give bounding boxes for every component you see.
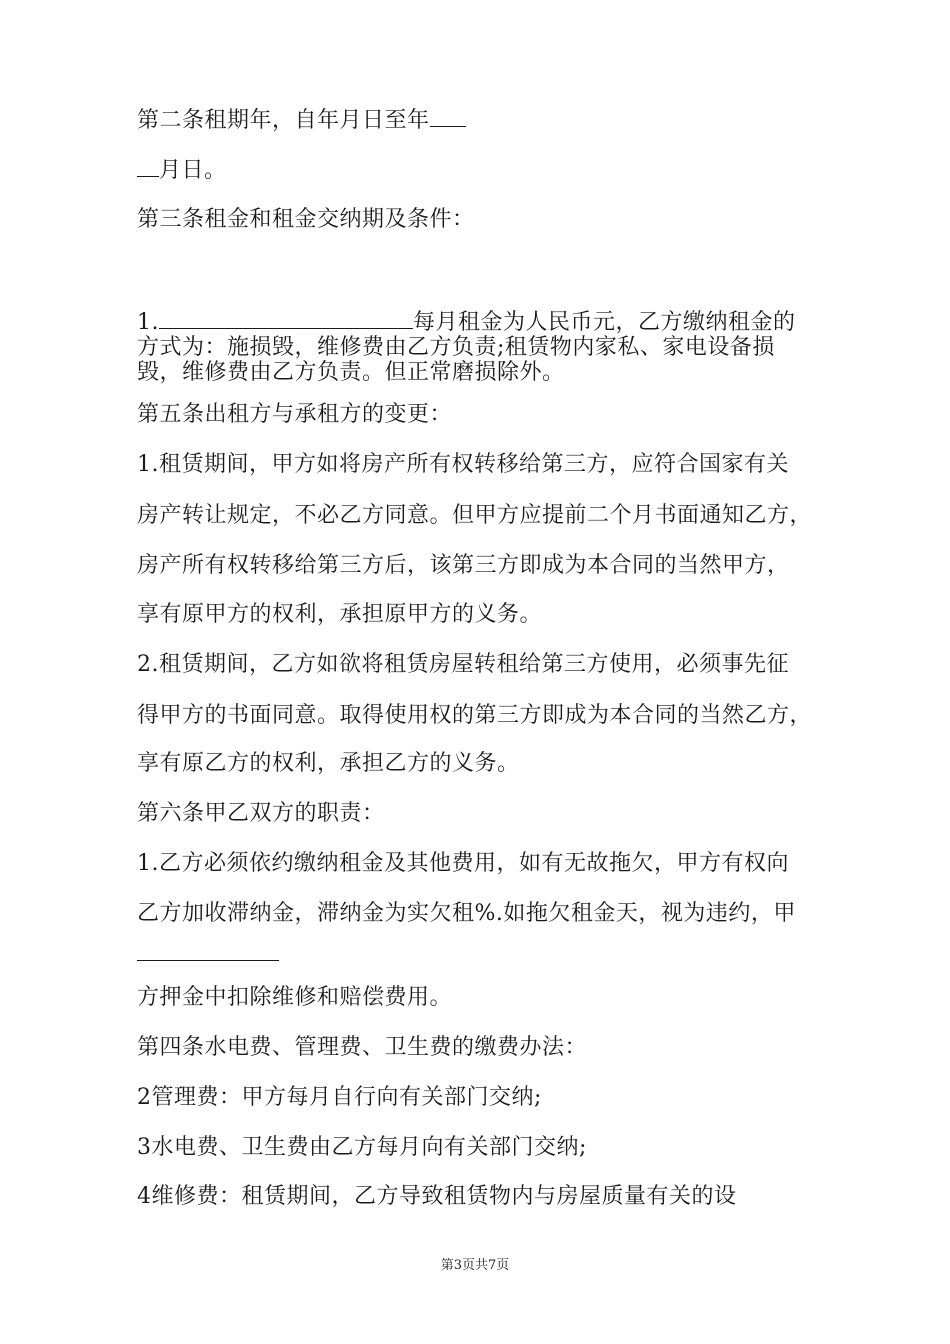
page-footer: 第3页共7页: [440, 1258, 510, 1273]
clause-5-heading: 第五条出租方与承租方的变更：: [137, 402, 453, 427]
continued-text-line: 方押金中扣除维修和赔偿费用。: [137, 985, 453, 1010]
clause-4-item-3: 3水电费、卫生费由乙方每月向有关部门交纳;: [137, 1135, 587, 1160]
clause-6-heading: 第六条甲乙双方的职责：: [137, 801, 385, 826]
clause-5-item-2-line-3: 享有原乙方的权利，承担乙方的义务。: [137, 751, 520, 776]
clause-3-item-1-line-2: 方式为：施损毁，维修费由乙方负责;租赁物内家私、家电设备损: [137, 335, 775, 360]
clause-2-term-line-2: 月日。: [137, 158, 227, 184]
clause-5-item-1-line-4: 享有原甲方的权利，承担原甲方的义务。: [137, 602, 543, 627]
clause-2-term-line-1: 第二条租期年，自年月日至年: [137, 108, 466, 134]
clause-4-heading: 第四条水电费、管理费、卫生费的缴费办法：: [137, 1035, 588, 1060]
clause-5-item-1-line-1: 1.租赁期间，甲方如将房产所有权转移给第三方，应符合国家有关: [137, 452, 789, 477]
clause-4-item-4: 4维修费：租赁期间，乙方导致租赁物内与房屋质量有关的设: [137, 1184, 737, 1209]
clause-6-item-1-line-2: 乙方加收滞纳金，滞纳金为实欠租%.如拖欠租金天，视为违约，甲: [137, 901, 796, 926]
clause-5-item-1-line-3: 房产所有权转移给第三方后，该第三方即成为本合同的当然甲方，: [137, 553, 790, 578]
fill-blank: [159, 310, 413, 329]
clause-6-item-1-line-1: 1.乙方必须依约缴纳租金及其他费用，如有无故拖欠，甲方有权向: [137, 851, 789, 876]
clause-5-item-1-line-2: 房产转让规定，不必乙方同意。但甲方应提前二个月书面通知乙方，: [137, 503, 813, 528]
clause-3-item-1-line-3: 毁，维修费由乙方负责。但正常磨损除外。: [137, 360, 565, 385]
clause-3-heading: 第三条租金和租金交纳期及条件：: [137, 207, 475, 232]
clause-4-item-2: 2管理费：甲方每月自行向有关部门交纳;: [137, 1085, 542, 1110]
fill-blank: [137, 158, 159, 177]
clause-5-item-2-line-1: 2.租赁期间，乙方如欲将租赁房屋转租给第三方使用，必须事先征: [137, 652, 789, 677]
clause-5-item-2-line-2: 得甲方的书面同意。取得使用权的第三方即成为本合同的当然乙方，: [137, 703, 813, 728]
clause-3-item-1-line-1: 1. 每月租金为人民币元，乙方缴纳租金的: [137, 310, 796, 335]
fill-blank: [430, 108, 466, 127]
section-divider: [137, 960, 279, 961]
